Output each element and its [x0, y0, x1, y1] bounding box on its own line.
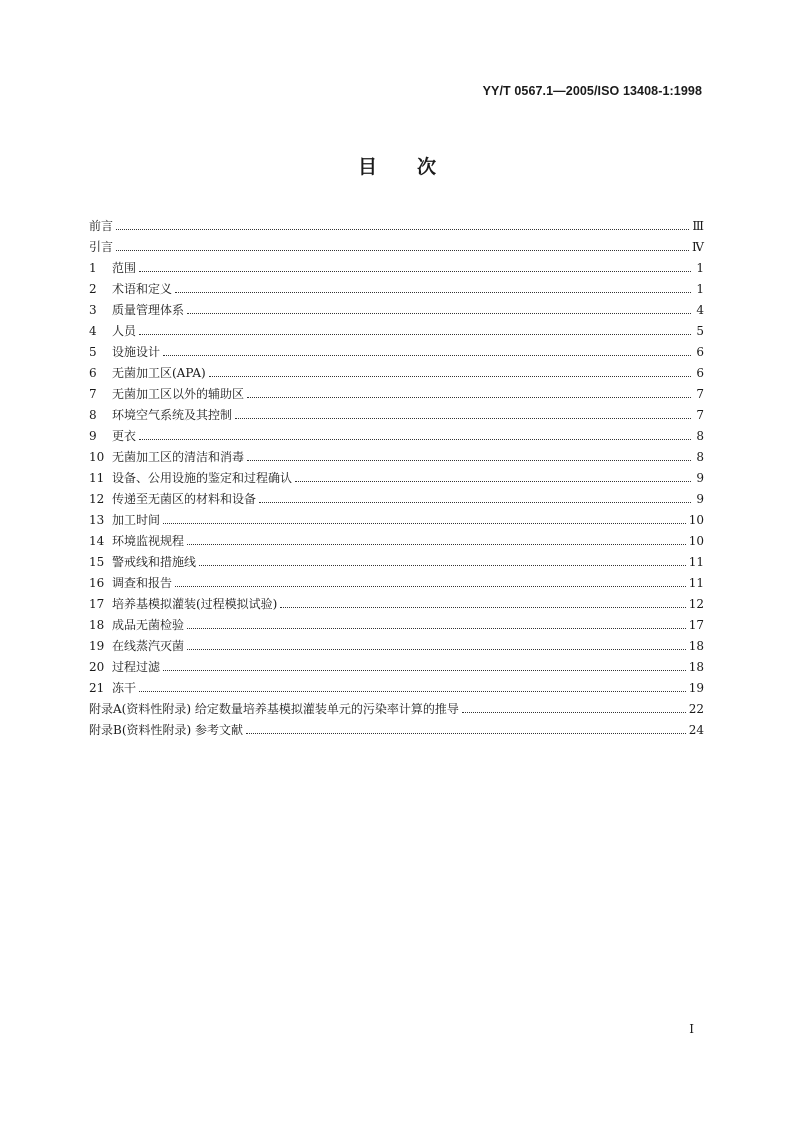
toc-entry[interactable] — [89, 363, 704, 384]
toc-entry-label: 调查和报告 — [112, 576, 173, 590]
toc-leader-dots — [199, 564, 686, 566]
toc-entry[interactable] — [89, 300, 704, 321]
toc-entry-page: 10 — [688, 513, 704, 527]
toc-entry-page: 1 — [696, 261, 704, 275]
toc-entry[interactable] — [89, 720, 704, 741]
toc-entry-page: 6 — [696, 366, 704, 380]
toc-entry-page: 9 — [696, 492, 704, 506]
toc-entry-label: 成品无菌检验 — [112, 618, 185, 632]
toc-entry[interactable] — [89, 384, 704, 405]
toc-entry-page: 24 — [688, 723, 704, 737]
toc-entry[interactable] — [89, 321, 704, 342]
toc-entry[interactable] — [89, 678, 704, 699]
toc-leader-dots — [163, 669, 686, 671]
toc-leader-dots — [139, 438, 691, 440]
toc-entry[interactable] — [89, 237, 704, 258]
standard-code: YY/T 0567.1—2005/ISO 13408-1:1998 — [482, 84, 702, 98]
toc-entry-number: 16 — [89, 576, 105, 590]
toc-entry[interactable] — [89, 510, 704, 531]
toc-leader-dots — [259, 501, 691, 503]
toc-entry[interactable] — [89, 699, 704, 720]
toc-entry-label: 引言 — [89, 240, 114, 254]
toc-leader-dots — [116, 249, 689, 251]
toc-entry-label: 无菌加工区(APA) — [112, 366, 206, 380]
toc-entry-page: 18 — [688, 639, 704, 653]
toc-entry[interactable] — [89, 426, 704, 447]
toc-entry-label: 附录A(资料性附录) 给定数量培养基模拟灌装单元的污染率计算的推导 — [89, 702, 459, 716]
toc-entry-number: 3 — [89, 303, 97, 317]
toc-entry-number: 13 — [89, 513, 105, 527]
toc-entry-number: 21 — [89, 681, 105, 695]
toc-leader-dots — [247, 396, 691, 398]
toc-entry[interactable] — [89, 552, 704, 573]
toc-entry-number: 19 — [89, 639, 105, 653]
toc-entry-label: 质量管理体系 — [112, 303, 185, 317]
toc-entry-page: 7 — [696, 387, 704, 401]
toc-entry-page: Ⅳ — [692, 240, 704, 254]
toc-leader-dots — [163, 522, 686, 524]
toc-entry-number: 6 — [89, 366, 97, 380]
toc-leader-dots — [235, 417, 691, 419]
toc-entry[interactable] — [89, 279, 704, 300]
toc-leader-dots — [247, 459, 691, 461]
toc-leader-dots — [116, 228, 689, 230]
toc-entry-number: 11 — [89, 471, 105, 485]
toc-leader-dots — [139, 270, 691, 272]
toc-entry-number: 10 — [89, 450, 105, 464]
toc-entry-label: 无菌加工区的清洁和消毒 — [112, 450, 245, 464]
toc-entry[interactable] — [89, 447, 704, 468]
toc-entry[interactable] — [89, 615, 704, 636]
toc-entry-number: 4 — [89, 324, 97, 338]
toc-entry-page: 1 — [696, 282, 704, 296]
toc-leader-dots — [209, 375, 691, 377]
toc-entry-label: 环境监视规程 — [112, 534, 185, 548]
page-title: 目次 — [357, 156, 476, 178]
toc-entry-label: 警戒线和措施线 — [112, 555, 197, 569]
toc-entry[interactable] — [89, 342, 704, 363]
toc-entry-page: Ⅲ — [692, 219, 704, 233]
toc-entry-label: 无菌加工区以外的辅助区 — [112, 387, 245, 401]
toc-leader-dots — [187, 312, 691, 314]
toc-entry[interactable] — [89, 216, 704, 237]
toc-entry-label: 更衣 — [112, 429, 137, 443]
toc-entry-label: 术语和定义 — [112, 282, 173, 296]
toc-leader-dots — [187, 627, 686, 629]
toc-entry[interactable] — [89, 636, 704, 657]
toc-entry-number: 17 — [89, 597, 105, 611]
toc-entry-page: 19 — [688, 681, 704, 695]
toc-leader-dots — [139, 333, 691, 335]
toc-leader-dots — [187, 543, 686, 545]
toc-leader-dots — [462, 711, 686, 713]
toc-entry-page: 6 — [696, 345, 704, 359]
toc-entry-label: 人员 — [112, 324, 137, 338]
toc-entry-page: 11 — [688, 555, 704, 569]
toc-entry-number: 8 — [89, 408, 97, 422]
toc-entry[interactable] — [89, 468, 704, 489]
toc-entry-number: 18 — [89, 618, 105, 632]
toc-entry-page: 17 — [688, 618, 704, 632]
toc-leader-dots — [139, 690, 686, 692]
toc-entry[interactable] — [89, 531, 704, 552]
toc-leader-dots — [295, 480, 691, 482]
toc-entry-label: 培养基模拟灌装(过程模拟试验) — [112, 597, 278, 611]
toc-entry-page: 5 — [696, 324, 704, 338]
toc-entry-number: 5 — [89, 345, 97, 359]
footer-page-number: I — [689, 1022, 694, 1036]
toc-entry-page: 7 — [696, 408, 704, 422]
toc-entry-number: 20 — [89, 660, 105, 674]
toc-entry-label: 设施设计 — [112, 345, 161, 359]
toc-entry-label: 加工时间 — [112, 513, 161, 527]
toc-entry-label: 冻干 — [112, 681, 137, 695]
toc-entry-page: 8 — [696, 429, 704, 443]
toc-entry-label: 在线蒸汽灭菌 — [112, 639, 185, 653]
table-of-contents — [89, 216, 704, 741]
toc-entry-label: 设备、公用设施的鉴定和过程确认 — [112, 471, 293, 485]
toc-entry-page: 18 — [688, 660, 704, 674]
toc-entry-page: 22 — [688, 702, 704, 716]
toc-entry-page: 10 — [688, 534, 704, 548]
toc-entry[interactable] — [89, 405, 704, 426]
toc-entry-label: 附录B(资料性附录) 参考文献 — [89, 723, 243, 737]
toc-entry[interactable] — [89, 594, 704, 615]
toc-leader-dots — [246, 732, 686, 734]
toc-entry-number: 1 — [89, 261, 97, 275]
toc-leader-dots — [175, 585, 686, 587]
toc-entry-label: 传递至无菌区的材料和设备 — [112, 492, 257, 506]
toc-entry-page: 8 — [696, 450, 704, 464]
toc-entry-label: 环境空气系统及其控制 — [112, 408, 233, 422]
toc-entry-number: 7 — [89, 387, 97, 401]
toc-entry-page: 9 — [696, 471, 704, 485]
toc-entry-number: 14 — [89, 534, 105, 548]
toc-entry-label: 过程过滤 — [112, 660, 161, 674]
toc-leader-dots — [187, 648, 686, 650]
toc-entry[interactable] — [89, 258, 704, 279]
toc-entry-page: 4 — [696, 303, 704, 317]
toc-leader-dots — [175, 291, 691, 293]
toc-entry-number: 12 — [89, 492, 105, 506]
toc-entry[interactable] — [89, 573, 704, 594]
toc-entry[interactable] — [89, 489, 704, 510]
toc-entry-label: 前言 — [89, 219, 114, 233]
toc-entry-number: 2 — [89, 282, 97, 296]
toc-entry-number: 15 — [89, 555, 105, 569]
toc-leader-dots — [280, 606, 685, 608]
toc-leader-dots — [163, 354, 691, 356]
toc-entry-page: 11 — [688, 576, 704, 590]
toc-entry-label: 范围 — [112, 261, 137, 275]
toc-entry-page: 12 — [688, 597, 704, 611]
toc-entry[interactable] — [89, 657, 704, 678]
toc-entry-number: 9 — [89, 429, 97, 443]
